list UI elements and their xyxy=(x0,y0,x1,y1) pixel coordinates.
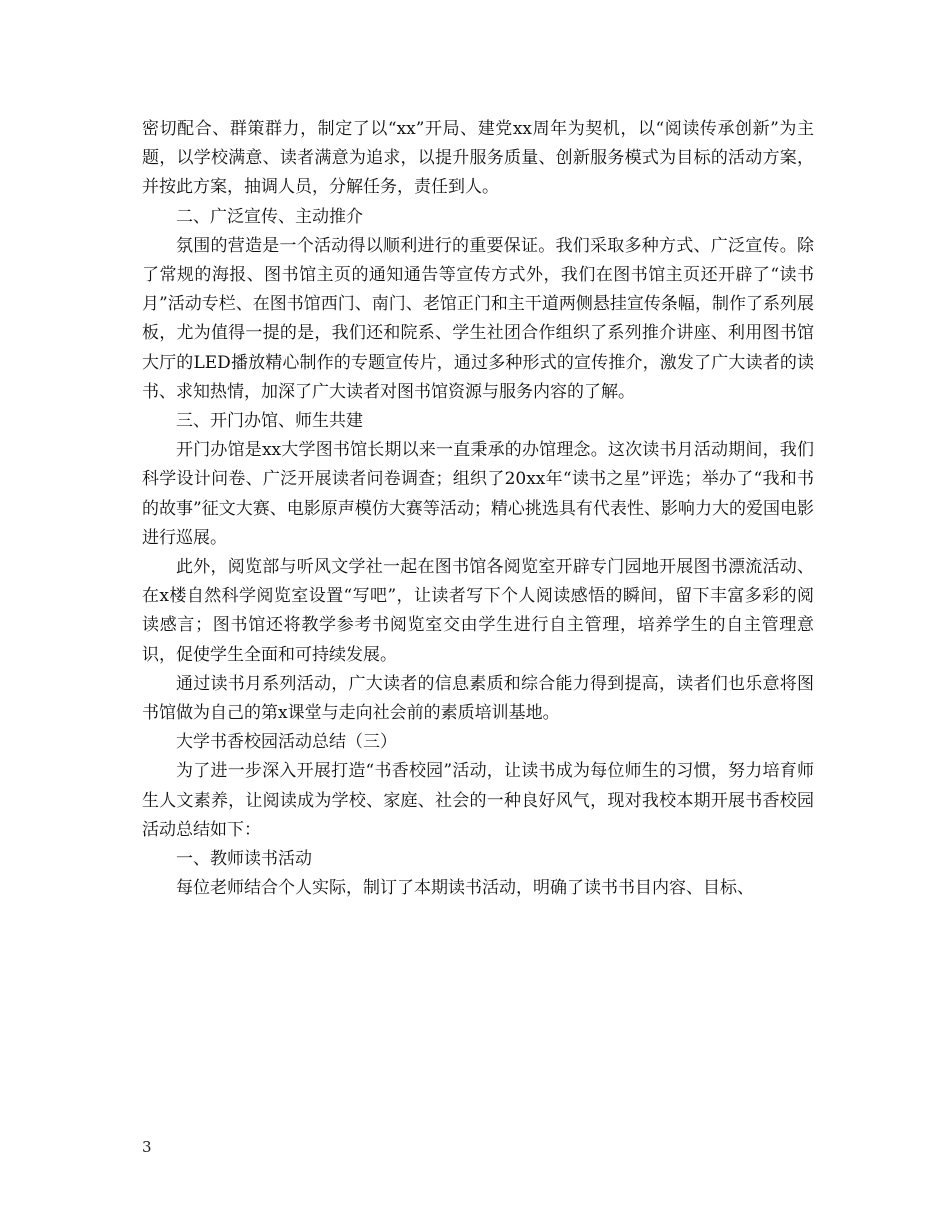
paragraph-reading-month-summary: 通过读书月系列活动，广大读者的信息素质和综合能力得到提高，读者们也乐意将图书馆做为自己的第x课堂与走向社会前的素质培训基地。 xyxy=(142,673,814,724)
paragraph-summary-intro: 为了进一步深入开展打造“书香校园”活动，让读书成为每位师生的习惯，努力培育师生人文素养，让阅读成为学校、家庭、社会的一种良好风气，现对我校本期开展书香校园活动总结如下： xyxy=(142,761,814,840)
section-heading-open-library: 三、开门办馆、师生共建 xyxy=(176,411,363,432)
section-heading-teacher-reading: 一、教师读书活动 xyxy=(176,849,312,870)
paragraph-teacher-reading: 每位老师结合个人实际，制订了本期读书活动，明确了读书书目内容、目标、 xyxy=(176,878,754,899)
document-body xyxy=(142,115,814,903)
section-heading-publicity: 二、广泛宣传、主动推介 xyxy=(176,206,363,227)
page-number: 3 xyxy=(142,1138,152,1156)
paragraph-publicity: 氛围的营造是一个活动得以顺利进行的重要保证。我们采取多种方式、广泛宣传。除了常规的海报、图书馆主页的通知通告等宣传方式外，我们在图书馆主页还开辟了“读书月”活动专栏、在图书馆西门、南门、老馆正门和主干道两侧悬挂宣传条幅，制作了系列展板，尤为值得一提的是，我们还和院系、学生社团合作组织了系列推介讲座、利用图书馆大厅的LED播放精心制作的专题宣传片，通过多种形式的宣传推介，激发了广大读者的读书、求知热情，加深了广大读者对图书馆资源与服务内容的了解。 xyxy=(142,235,814,402)
paragraph-open-library: 开门办馆是xx大学图书馆长期以来一直秉承的办馆理念。这次读书月活动期间，我们科学设计问卷、广泛开展读者问卷调查；组织了20xx年“读书之星”评选；举办了“我和书的故事”征文大赛、电影原声模仿大赛等活动；精心挑选具有代表性、影响力大的爱国电影进行巡展。 xyxy=(142,440,814,548)
paragraph-reading-rooms: 此外，阅览部与听风文学社一起在图书馆各阅览室开辟专门园地开展图书漂流活动、在x楼自然科学阅览室设置“写吧”，让读者写下个人阅读感悟的瞬间，留下丰富多彩的阅读感言；图书馆还将教学参考书阅览室交由学生进行自主管理，培养学生的自主管理意识，促使学生全面和可持续发展。 xyxy=(142,557,814,665)
section-heading-summary-three: 大学书香校园活动总结（三） xyxy=(176,732,397,753)
paragraph-continuation: 密切配合、群策群力，制定了以“xx”开局、建党xx周年为契机，以“阅读传承创新”为主题，以学校满意、读者满意为追求，以提升服务质量、创新服务模式为目标的活动方案，并按此方案，抽调人员，分解任务，责任到人。 xyxy=(142,119,814,198)
